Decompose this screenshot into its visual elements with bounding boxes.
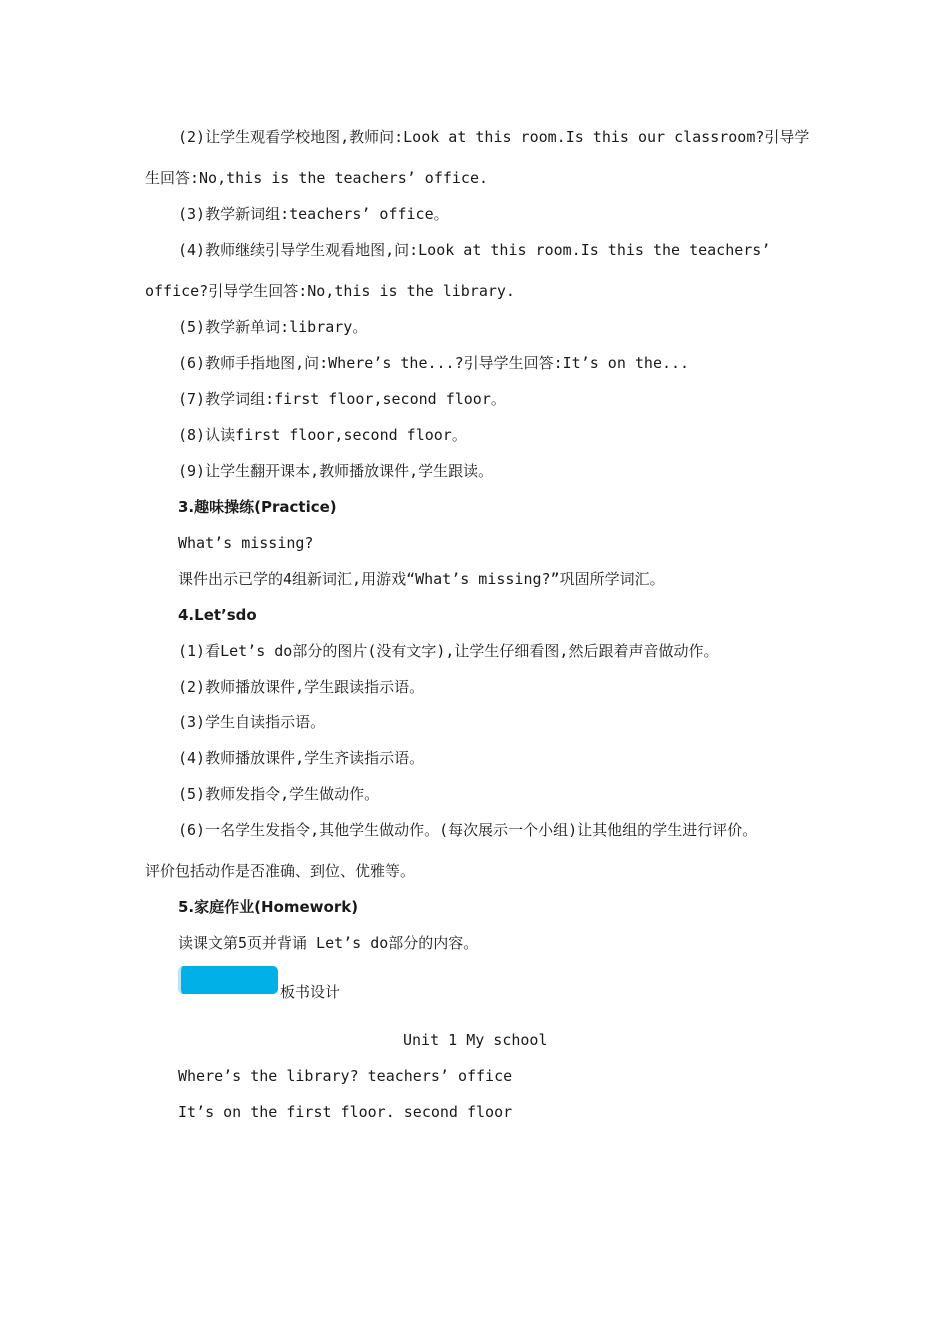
board-row: It’s on the first floor. second floor (178, 1103, 513, 1121)
paragraph-line: (4)教师播放课件,学生齐读指示语。 (178, 749, 425, 767)
paragraph-line: (5)教师发指令,学生做动作。 (178, 785, 380, 803)
board-design-heading: 板书设计 (280, 983, 341, 1001)
section-badge (178, 966, 278, 994)
board-title: Unit 1 My school (403, 1031, 548, 1049)
section-heading: 5.家庭作业(Homework) (178, 898, 359, 916)
paragraph-line: (5)教学新单词:library。 (178, 318, 368, 336)
paragraph-line: (8)认读first floor,second floor。 (178, 426, 467, 444)
paragraph-line: (3)教学新词组:teachers’ office。 (178, 205, 449, 223)
paragraph-line: (9)让学生翻开课本,教师播放课件,学生跟读。 (178, 462, 494, 480)
paragraph-line: (6)一名学生发指令,其他学生做动作。(每次展示一个小组)让其他组的学生进行评价。 (178, 821, 758, 839)
board-row: Where’s the library? teachers’ office (178, 1067, 513, 1085)
section-heading: 4.Let’sdo (178, 606, 257, 624)
section-heading: 3.趣味操练(Practice) (178, 498, 337, 516)
paragraph-line: (2)让学生观看学校地图,教师问:Look at this room.Is this our classroom?引导学 (178, 128, 810, 146)
paragraph-line: 生回答:No,this is the teachers’ office. (145, 169, 489, 187)
paragraph-line: (4)教师继续引导学生观看地图,问:Look at this room.Is this the teachers’ (178, 241, 771, 259)
paragraph-line: (3)学生自读指示语。 (178, 713, 326, 731)
paragraph-line: (2)教师播放课件,学生跟读指示语。 (178, 678, 425, 696)
paragraph-line: (7)教学词组:first floor,second floor。 (178, 390, 506, 408)
paragraph-line: (1)看Let’s do部分的图片(没有文字),让学生仔细看图,然后跟着声音做动作。 (178, 642, 719, 660)
paragraph-line: What’s missing? (178, 534, 314, 552)
paragraph-line: 读课文第5页并背诵 Let’s do部分的内容。 (178, 934, 479, 952)
paragraph-line: (6)教师手指地图,问:Where’s the...?引导学生回答:It’s on the... (178, 354, 690, 372)
paragraph-line: 课件出示已学的4组新词汇,用游戏“What’s missing?”巩固所学词汇。 (178, 570, 665, 588)
paragraph-line: 评价包括动作是否准确、到位、优雅等。 (145, 862, 416, 880)
paragraph-line: office?引导学生回答:No,this is the library. (145, 282, 515, 300)
